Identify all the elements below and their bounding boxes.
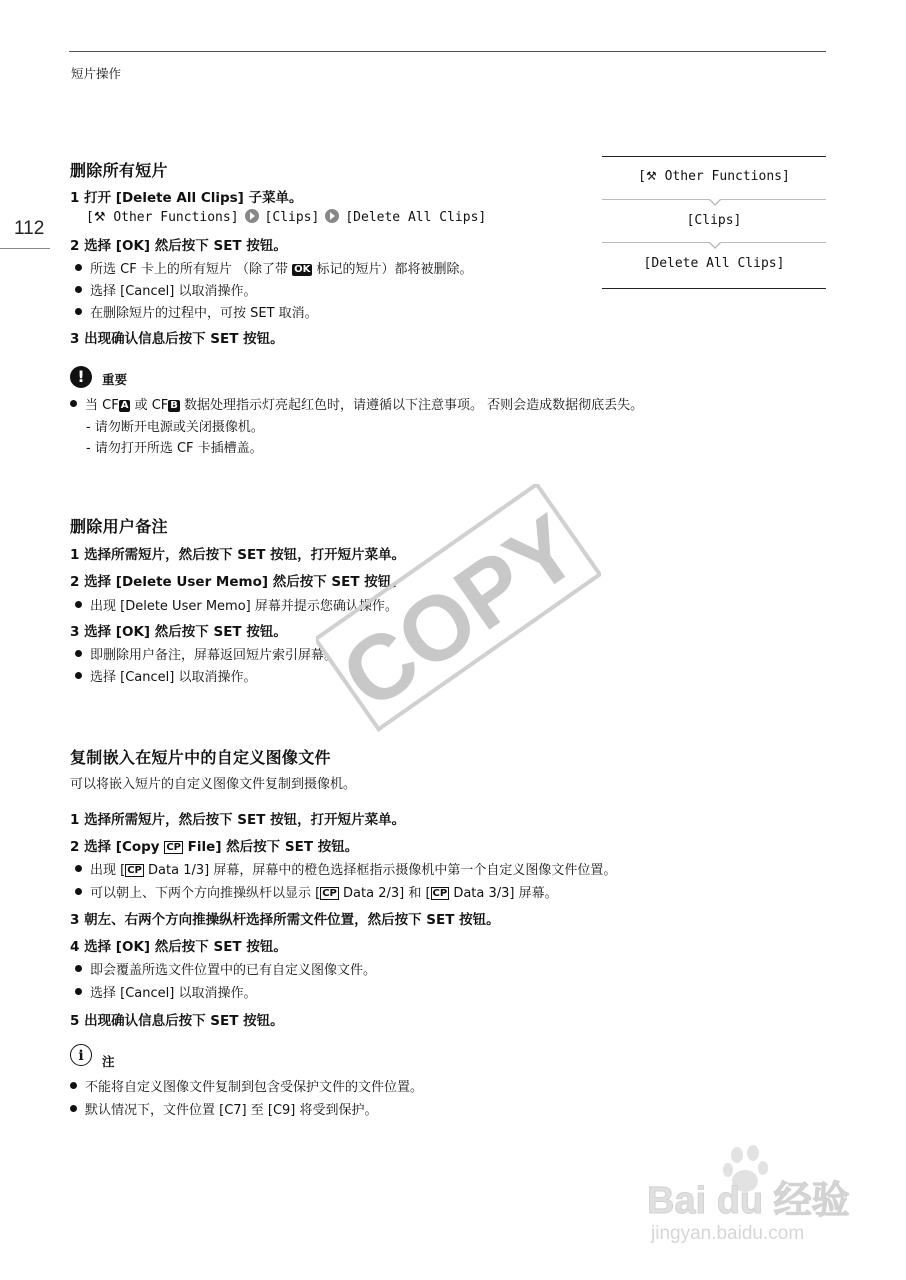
bullet-item: 出现 [Delete User Memo] 屏幕并提示您确认操作。: [75, 595, 398, 614]
step-2: 2 选择 [OK] 然后按下 SET 按钮。: [70, 238, 287, 254]
step-4: 4 选择 [OK] 然后按下 SET 按钮。: [70, 939, 287, 955]
bullet-item: 出现 [ CP Data 1/3] 屏幕，屏幕中的橙色选择框指示摄像机中第一个自定义图像文件位置。: [75, 859, 616, 878]
slot-a-icon: A: [120, 400, 129, 411]
bullet-item: 即删除用户备注，屏幕返回短片索引屏幕。: [75, 644, 337, 663]
note-label: 注: [102, 1054, 115, 1069]
bullet-item: 在删除短片的过程中，可按 SET 取消。: [75, 302, 318, 321]
custom-picture-icon: CP: [166, 842, 181, 853]
section-title-copy-picture: 复制嵌入在短片中的自定义图像文件: [70, 748, 331, 767]
baidu-url: jingyan.baidu.com: [651, 1223, 805, 1244]
note-bullet: 默认情况下，文件位置 [C7] 至 [C9] 将受到保护。: [70, 1099, 378, 1118]
step-3: 3 出现确认信息后按下 SET 按钮。: [70, 331, 284, 347]
bullet-item: 选择 [Cancel] 以取消操作。: [75, 666, 256, 685]
menu-path-item-delete-all-clips: [Delete All Clips]: [643, 256, 785, 271]
note-bullet: 不能将自定义图像文件复制到包含受保护文件的文件位置。: [70, 1076, 423, 1095]
step-1: 1 打开 [Delete All Clips] 子菜单。: [70, 190, 303, 206]
custom-picture-icon: CP: [432, 888, 448, 899]
bullet-item: 选择 [Cancel] 以取消操作。: [75, 280, 256, 299]
important-label: 重要: [102, 372, 128, 387]
wrench-icon: ⚒: [646, 169, 657, 183]
page-number-rule: [0, 248, 50, 249]
bullet-item: 即会覆盖所选文件位置中的已有自定义图像文件。: [75, 959, 376, 978]
menu-path-box: [602, 156, 826, 289]
section-intro: 可以将嵌入短片的自定义图像文件复制到摄像机。: [70, 777, 357, 792]
ok-mark-icon: OK: [294, 264, 311, 275]
baidu-jingyan-watermark: [645, 1143, 865, 1248]
step-2: 2 选择 [Copy CP File] 然后按下 SET 按钮。: [70, 839, 359, 855]
baidu-logo-text: Bai du 经验: [647, 1180, 850, 1222]
step-2: 2 选择 [Delete User Memo] 然后按下 SET 按钮。: [70, 574, 405, 590]
wrench-icon: ⚒: [93, 210, 106, 225]
arrow-right-icon: [325, 209, 339, 223]
header-rule: [69, 51, 826, 52]
important-dash-item: - 请勿打开所选 CF 卡插槽盖。: [86, 441, 263, 456]
exclamation-icon: !: [70, 366, 92, 388]
step-1: 1 选择所需短片，然后按下 SET 按钮，打开短片菜单。: [70, 547, 406, 563]
section-title-delete-all: 删除所有短片: [70, 161, 168, 180]
bullet-item: 所选 CF 卡上的所有短片 （除了带 OK 标记的短片）都将被删除。: [75, 258, 472, 277]
custom-picture-icon: CP: [127, 865, 142, 876]
bullet-item: 选择 [Cancel] 以取消操作。: [75, 982, 256, 1001]
important-bullet: 当 CF A 或 CF B 数据处理指示灯亮起红色时，请遵循以下注意事项。 否则会造成数据彻底丢失。: [70, 394, 643, 413]
info-icon: i: [70, 1044, 92, 1066]
menu-path-item-other-functions: [⚒ Other Functions]: [638, 169, 790, 184]
bullet-item: 可以朝上、下两个方向推操纵杆以显示 [ CP Data 2/3] 和 [ CP Data 3/3] 屏幕。: [75, 882, 558, 901]
section-title-delete-memo: 删除用户备注: [70, 517, 168, 536]
down-arrow-icon: [709, 243, 721, 249]
menu-path-inline: [⚒ Other Functions] [Clips] [Delete All Clips]: [86, 210, 487, 225]
section-label: 短片操作: [71, 66, 122, 81]
copy-watermark-text: COPY: [324, 495, 597, 729]
slot-b-icon: B: [170, 400, 178, 411]
step-3: 3 选择 [OK] 然后按下 SET 按钮。: [70, 624, 287, 640]
arrow-right-icon: [245, 209, 259, 223]
step-5: 5 出现确认信息后按下 SET 按钮。: [70, 1013, 284, 1029]
menu-path-item-clips: [Clips]: [686, 213, 742, 228]
copy-watermark: [316, 484, 601, 734]
step-3: 3 朝左、右两个方向推操纵杆选择所需文件位置，然后按下 SET 按钮。: [70, 912, 500, 928]
page-number: 112: [14, 218, 45, 239]
down-arrow-icon: [709, 200, 721, 206]
important-dash-item: - 请勿断开电源或关闭摄像机。: [86, 420, 264, 435]
custom-picture-icon: CP: [322, 888, 337, 899]
step-1: 1 选择所需短片，然后按下 SET 按钮，打开短片菜单。: [70, 812, 406, 828]
